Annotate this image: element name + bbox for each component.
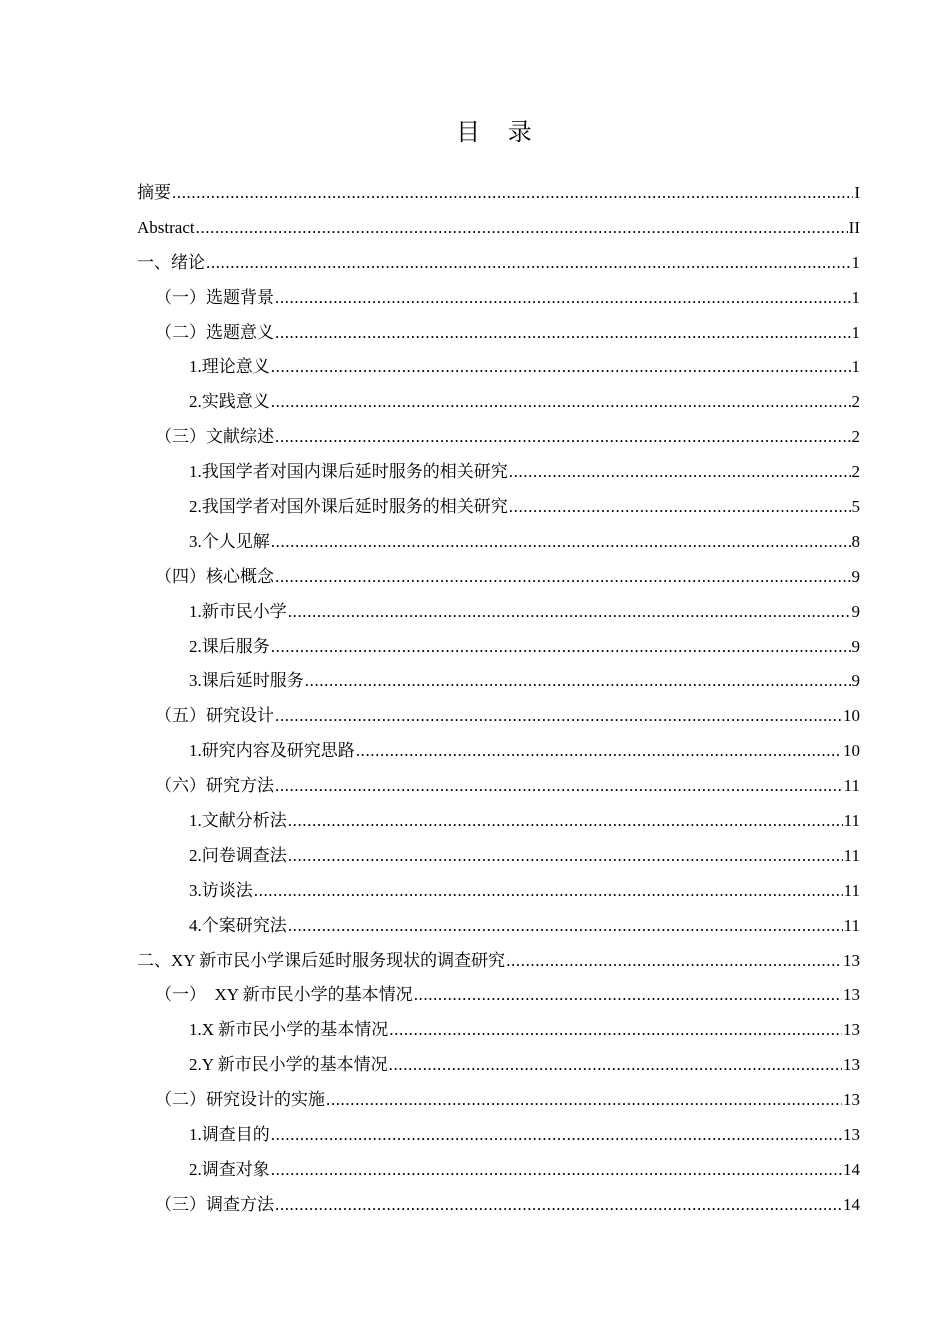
toc-entry-page: 10 — [843, 706, 860, 726]
dot-leader — [275, 769, 843, 804]
toc-entry[interactable] — [137, 664, 860, 699]
dot-leader — [389, 1013, 842, 1048]
toc-entry-page: 13 — [843, 1055, 860, 1075]
dot-leader — [271, 350, 851, 385]
dot-leader — [414, 978, 842, 1013]
toc-entry-page: 9 — [851, 636, 860, 656]
toc-entry-label: 二、XY 新市民小学课后延时服务现状的调查研究 — [137, 950, 506, 970]
toc-entry-page: 11 — [843, 776, 860, 796]
toc-entry-label: 4.个案研究法 — [189, 915, 287, 935]
toc-entry-label: （二）研究设计的实施 — [155, 1090, 325, 1110]
toc-entry[interactable] — [137, 978, 860, 1013]
dot-leader — [271, 1118, 842, 1153]
toc-entry-label: 摘要 — [137, 183, 171, 202]
dot-leader — [356, 734, 842, 769]
dot-leader — [509, 490, 851, 525]
toc-entry-label: 3.课后延时服务 — [189, 671, 304, 691]
toc-entry-page: 1 — [851, 357, 860, 377]
toc-entry-label: 2.调查对象 — [189, 1159, 270, 1179]
dot-leader — [275, 281, 851, 316]
toc-entry-page: 9 — [851, 566, 860, 586]
toc-entry-page: 11 — [843, 845, 860, 865]
toc-entry[interactable] — [137, 455, 860, 490]
toc-entry[interactable] — [137, 699, 860, 734]
toc-entry-page: 13 — [843, 1020, 860, 1040]
toc-entry-label: 2.课后服务 — [189, 636, 270, 656]
dot-leader — [509, 455, 851, 490]
toc-entry-page: 14 — [843, 1159, 860, 1179]
toc-entry-label: （三）文献综述 — [155, 427, 274, 447]
toc-entry-label: 1.新市民小学 — [189, 601, 287, 621]
toc-entry-label: Abstract — [137, 217, 195, 237]
toc-entry-label: （六）研究方法 — [155, 776, 274, 796]
toc-entry-label: 2.Y 新市民小学的基本情况 — [189, 1055, 388, 1075]
dot-leader — [271, 385, 851, 420]
toc-entry-page: 13 — [843, 985, 860, 1005]
dot-leader — [254, 874, 843, 909]
dot-leader — [271, 630, 851, 665]
toc-entry-label: （一）选题背景 — [155, 287, 274, 307]
toc-entry[interactable] — [137, 839, 860, 874]
toc-entry[interactable] — [137, 1153, 860, 1188]
toc-entry[interactable] — [137, 874, 860, 909]
dot-leader — [305, 664, 851, 699]
toc-entry[interactable] — [137, 630, 860, 665]
dot-leader — [196, 211, 848, 246]
toc-entry[interactable] — [137, 944, 860, 979]
toc-entry-label: 1.文献分析法 — [189, 811, 287, 831]
toc-entry-label: 3.访谈法 — [189, 880, 253, 900]
toc-entry[interactable] — [137, 385, 860, 420]
toc-entry-page: 5 — [851, 497, 860, 517]
toc-entry-label: （二）选题意义 — [155, 322, 274, 342]
dot-leader — [288, 909, 843, 944]
dot-leader — [288, 804, 843, 839]
toc-entry[interactable] — [137, 420, 860, 455]
toc-entry-page: 2 — [851, 462, 860, 482]
toc-entry[interactable] — [137, 176, 860, 211]
toc-entry[interactable] — [137, 211, 860, 246]
toc-entry[interactable] — [137, 1188, 860, 1223]
toc-entry[interactable] — [137, 525, 860, 560]
dot-leader — [288, 595, 851, 630]
toc-entry-label: （一） XY 新市民小学的基本情况 — [155, 985, 413, 1005]
toc-entry-page: 1 — [851, 322, 860, 342]
toc-entry-page: 14 — [843, 1194, 860, 1214]
table-of-contents — [137, 176, 860, 1223]
dot-leader — [275, 1188, 842, 1223]
toc-entry[interactable] — [137, 769, 860, 804]
toc-entry-page: 11 — [843, 915, 860, 935]
dot-leader — [275, 699, 842, 734]
toc-entry-label: （三）调查方法 — [155, 1194, 274, 1214]
toc-entry-page: 1 — [851, 287, 860, 307]
toc-entry-label: 1.调查目的 — [189, 1125, 270, 1145]
toc-entry[interactable] — [137, 560, 860, 595]
toc-entry-page: I — [854, 183, 860, 202]
toc-entry-label: 2.问卷调查法 — [189, 845, 287, 865]
toc-entry[interactable] — [137, 316, 860, 351]
toc-entry-page: 9 — [851, 601, 860, 621]
toc-entry-label: （四）核心概念 — [155, 566, 274, 586]
toc-entry-page: 13 — [843, 1090, 860, 1110]
toc-entry[interactable] — [137, 281, 860, 316]
toc-entry-label: 1.X 新市民小学的基本情况 — [189, 1020, 389, 1040]
toc-entry-label: 1.我国学者对国内课后延时服务的相关研究 — [189, 462, 508, 482]
toc-entry-page: 11 — [843, 811, 860, 831]
toc-entry-page: 1 — [851, 252, 860, 272]
dot-leader — [271, 525, 851, 560]
dot-leader — [275, 420, 851, 455]
toc-entry[interactable] — [137, 909, 860, 944]
dot-leader — [172, 176, 853, 211]
toc-entry-page: 2 — [851, 427, 860, 447]
toc-entry[interactable] — [137, 1083, 860, 1118]
dot-leader — [506, 944, 842, 979]
toc-entry-label: 3.个人见解 — [189, 531, 270, 551]
toc-entry[interactable] — [137, 246, 860, 281]
dot-leader — [271, 1153, 842, 1188]
toc-entry-page: 13 — [843, 1125, 860, 1145]
dot-leader — [288, 839, 843, 874]
toc-entry-page: 13 — [843, 950, 860, 970]
toc-entry-label: （五）研究设计 — [155, 706, 274, 726]
toc-entry[interactable] — [137, 804, 860, 839]
dot-leader — [326, 1083, 842, 1118]
page-title: 目 录 — [456, 118, 542, 146]
toc-entry-page: 8 — [851, 531, 860, 551]
toc-entry[interactable] — [137, 595, 860, 630]
toc-entry-page: 9 — [851, 671, 860, 691]
toc-entry-page: 11 — [843, 880, 860, 900]
toc-entry[interactable] — [137, 1048, 860, 1083]
dot-leader — [389, 1048, 842, 1083]
toc-entry-page: 2 — [851, 392, 860, 412]
toc-entry-page: 10 — [843, 741, 860, 761]
toc-entry[interactable] — [137, 734, 860, 769]
toc-entry-label: 1.理论意义 — [189, 357, 270, 377]
toc-entry[interactable] — [137, 350, 860, 385]
toc-entry[interactable] — [137, 1013, 860, 1048]
toc-entry-label: 一、绪论 — [137, 252, 205, 272]
toc-entry[interactable] — [137, 1118, 860, 1153]
toc-entry-label: 2.我国学者对国外课后延时服务的相关研究 — [189, 497, 508, 517]
toc-entry[interactable] — [137, 490, 860, 525]
dot-leader — [275, 560, 851, 595]
toc-entry-label: 1.研究内容及研究思路 — [189, 741, 355, 761]
dot-leader — [206, 246, 851, 281]
dot-leader — [275, 316, 851, 351]
toc-entry-label: 2.实践意义 — [189, 392, 270, 412]
toc-entry-page: II — [848, 217, 860, 237]
